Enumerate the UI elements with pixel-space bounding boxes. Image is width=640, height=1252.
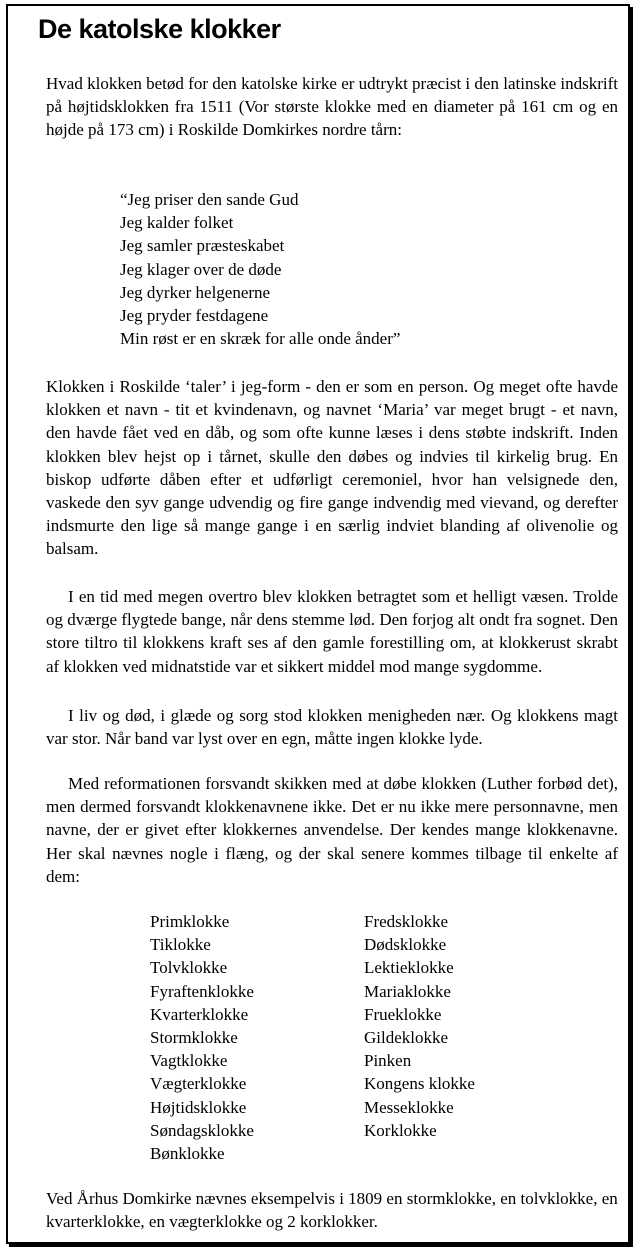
bell-name: Pinken [364, 1051, 412, 1071]
bell-names-list-left [150, 910, 254, 1165]
bell-name: Fredsklokke [364, 912, 449, 931]
poem-line: Jeg pryder festdagene [120, 306, 269, 326]
bell-name: Korklokke [364, 1120, 437, 1140]
poem-line: Jeg klager over de døde [120, 259, 282, 279]
bell-name: Bønklokke [150, 1144, 225, 1164]
body-paragraph-1: Klokken i Roskilde ‘taler’ i jeg-form - den er som en person. Og meget ofte havde klokken et navn - tit et kvindenavn, og navnet ‘Maria’ var meget brugt - et navn, den havde fået ved en dåb, og som ofte kunne læses i dens støbte indskrift. Inden klokken blev hejst op i tårnet, skulle den døbes og indvies til kirkelig brug. En biskop udførte dåben efter et udførligt ceremoniel, hvor han velsignede den, vaskede den syv gange udvendig og fire gange indvendig med vievand, og derefter indsmurte den lige så mange gange i en særlig indviet blanding af olivenolie og balsam. [46, 377, 618, 559]
poem-line: Jeg kalder folket [120, 213, 234, 233]
bell-name: Lektieklokke [364, 958, 454, 978]
bell-name: Mariaklokke [364, 981, 451, 1001]
poem-line: Min røst er en skræk for alle onde ånder” [120, 329, 401, 349]
bell-name: Tolvklokke [150, 958, 228, 978]
page-title: De katolske klokker [38, 14, 281, 44]
bell-names-list-right [364, 910, 475, 1142]
body-paragraph-2: I en tid med megen overtro blev klokken betragtet som et helligt væsen. Trolde og dværge flygtede bange, når dens stemme lød. Den forjog alt ondt fra sognet. Den store tiltro til klokkens kraft ses af den gamle forestilling om, at klokkerust skrabt af klokken ved midnatstide var et sikkert middel mod mange sygdomme. [46, 587, 618, 676]
poem-line: “Jeg priser den sande Gud [120, 190, 299, 209]
bell-name: Frueklokke [364, 1004, 442, 1024]
bell-name: Fyraftenklokke [150, 981, 254, 1001]
body-paragraph-4: Med reformationen forsvandt skikken med at døbe klokken (Luther forbød det), men dermed forsvandt klokkenavnene ikke. Det er nu ikke mere personnavne, men navne, der er givet efter klokkernes anvendelse. Der kendes mange klokkenavne. Her skal nævnes nogle i flæng, og der skal senere kommes tilbage til enkelte af dem: [46, 774, 618, 886]
bell-inscription-poem [120, 188, 400, 350]
intro-paragraph: Hvad klokken betød for den katolske kirke er udtrykt præcist i den latinske indskrift på højtidsklokken fra 1511 (Vor største klokke med en diameter på 161 cm og en højde på 173 cm) i Roskilde Domkirkes nordre tårn: [46, 74, 618, 140]
body-paragraph-3: I liv og død, i glæde og sorg stod klokken menigheden nær. Og klokkens magt var stor. Når band var lyst over en egn, måtte ingen klokke lyde. [46, 706, 618, 749]
bell-name: Vagtklokke [150, 1051, 228, 1071]
poem-line: Jeg samler præsteskabet [120, 236, 285, 256]
bell-name: Vægterklokke [150, 1074, 247, 1094]
bell-name: Kongens klokke [364, 1074, 475, 1094]
bell-name: Højtidsklokke [150, 1097, 247, 1117]
closing-paragraph: Ved Århus Domkirke nævnes eksempelvis i 1809 en stormklokke, en tolvklokke, en kvarterklokke, en vægterklokke og 2 korklokker. [46, 1189, 618, 1232]
bell-name: Dødsklokke [364, 935, 447, 955]
bell-name: Kvarterklokke [150, 1004, 249, 1024]
bell-name: Messeklokke [364, 1097, 454, 1117]
bell-name: Gildeklokke [364, 1028, 449, 1048]
bell-name: Primklokke [150, 912, 230, 931]
bell-name: Stormklokke [150, 1028, 238, 1048]
bell-name: Tiklokke [150, 935, 211, 955]
poem-line: Jeg dyrker helgenerne [120, 282, 271, 302]
bell-name: Søndagsklokke [150, 1120, 254, 1140]
